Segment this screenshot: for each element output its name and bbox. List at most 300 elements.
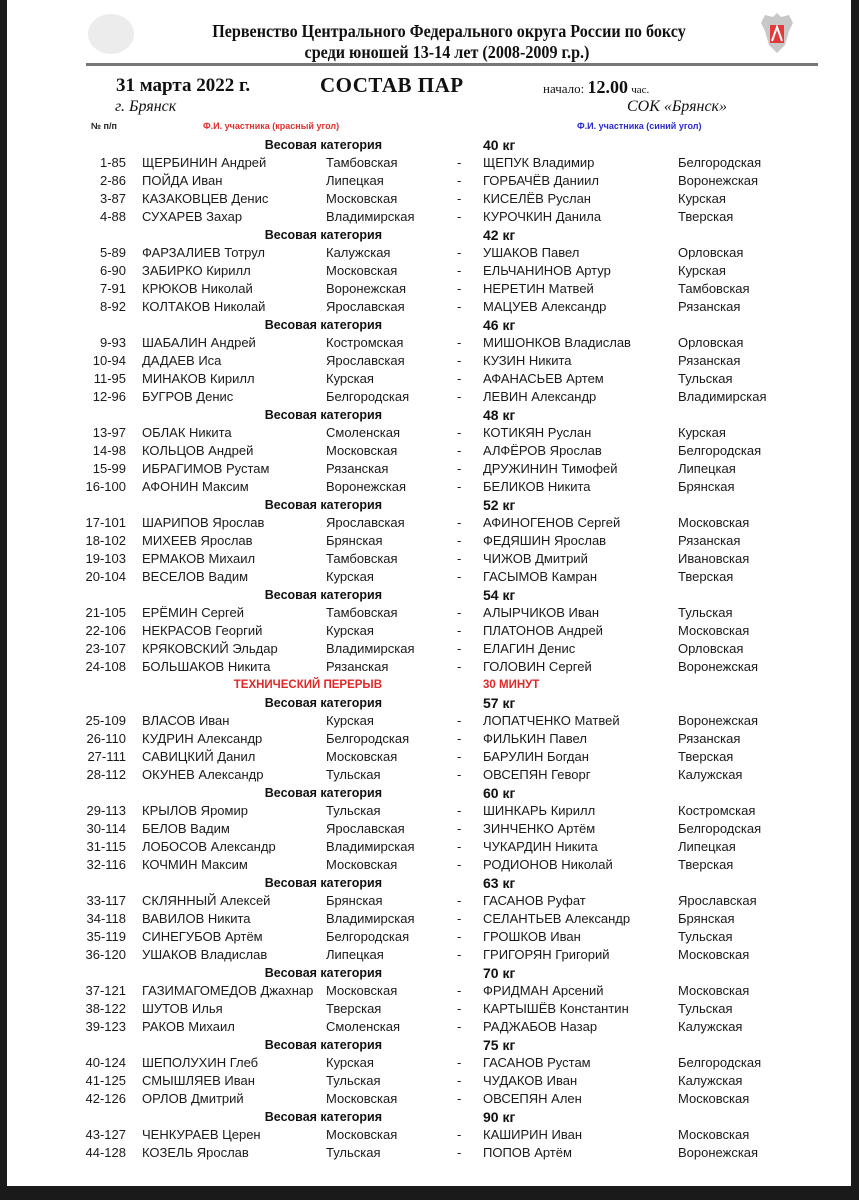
bout-number: 36-120 [85, 947, 126, 962]
versus-separator: - [457, 281, 462, 296]
column-header-number: № п/п [91, 121, 117, 131]
bout-number: 24-108 [85, 659, 126, 674]
bout-number: 18-102 [85, 533, 126, 548]
bout-row [7, 298, 851, 316]
weight-category-label: Весовая категория [264, 786, 382, 800]
bout-row [7, 172, 851, 190]
blue-corner-name: ГРОШКОВ Иван [483, 929, 581, 944]
bout-row [7, 1072, 851, 1090]
blue-corner-name: КАРТЫШЁВ Константин [483, 1001, 629, 1016]
blue-corner-region: Московская [678, 983, 750, 998]
blue-corner-name: ЕЛАГИН Денис [483, 641, 576, 656]
blue-corner-region: Белгородская [678, 821, 762, 836]
bout-row [7, 856, 851, 874]
bout-row [7, 262, 851, 280]
red-corner-name: ЩЕРБИНИН Андрей [142, 155, 267, 170]
blue-corner-region: Рязанская [678, 353, 741, 368]
versus-separator: - [457, 623, 462, 638]
versus-separator: - [457, 209, 462, 224]
red-corner-name: НЕКРАСОВ Георгий [142, 623, 263, 638]
start-time-value: 12.00 [587, 77, 628, 97]
red-corner-name: КОЧМИН Максим [142, 857, 248, 872]
bout-row [7, 280, 851, 298]
bout-number: 31-115 [86, 839, 126, 854]
bout-row [7, 1000, 851, 1018]
versus-separator: - [457, 569, 462, 584]
technical-break-notice [7, 676, 851, 694]
bout-number: 43-127 [85, 1127, 126, 1142]
blue-corner-name: ФЕДЯШИН Ярослав [483, 533, 607, 548]
bout-number: 41-125 [85, 1073, 126, 1088]
bout-row [7, 712, 851, 730]
red-corner-name: АФОНИН Максим [142, 479, 249, 494]
red-corner-region: Рязанская [326, 659, 389, 674]
bout-row [7, 370, 851, 388]
blue-corner-name: КУЗИН Никита [483, 353, 572, 368]
weight-category-heading [7, 964, 851, 982]
weight-category-value: 54 кг [483, 587, 516, 603]
red-corner-name: КОЛЬЦОВ Андрей [142, 443, 254, 458]
red-corner-region: Московская [326, 191, 398, 206]
red-corner-name: ВЕСЕЛОВ Вадим [142, 569, 249, 584]
bout-number: 8-92 [99, 299, 126, 314]
red-corner-region: Липецкая [326, 947, 384, 962]
blue-corner-region: Брянская [678, 911, 735, 926]
red-corner-region: Московская [326, 983, 398, 998]
bout-number: 9-93 [99, 335, 126, 350]
blue-corner-region: Московская [678, 515, 750, 530]
versus-separator: - [457, 839, 462, 854]
blue-corner-name: КУРОЧКИН Данила [483, 209, 602, 224]
blue-corner-name: НЕРЕТИН Матвей [483, 281, 594, 296]
bout-number: 7-91 [99, 281, 126, 296]
red-corner-name: БЕЛОВ Вадим [142, 821, 230, 836]
red-corner-region: Костромская [326, 335, 404, 350]
red-corner-name: КАЗАКОВЦЕВ Денис [142, 191, 269, 206]
versus-separator: - [457, 1001, 462, 1016]
bout-row [7, 910, 851, 928]
blue-corner-name: ГАСАНОВ Руфат [483, 893, 586, 908]
blue-corner-name: КИСЕЛЁВ Руслан [483, 191, 591, 206]
bout-row [7, 982, 851, 1000]
versus-separator: - [457, 821, 462, 836]
versus-separator: - [457, 803, 462, 818]
weight-category-label: Весовая категория [264, 1038, 382, 1052]
bout-number: 40-124 [85, 1055, 126, 1070]
blue-corner-region: Тверская [678, 209, 734, 224]
blue-corner-name: РОДИОНОВ Николай [483, 857, 613, 872]
weight-category-value: 40 кг [483, 137, 516, 153]
red-corner-region: Московская [326, 749, 398, 764]
red-corner-region: Московская [326, 1127, 398, 1142]
start-time-unit: час. [631, 84, 650, 96]
red-corner-region: Тульская [326, 767, 381, 782]
red-corner-region: Брянская [326, 893, 383, 908]
versus-separator: - [457, 245, 462, 260]
red-corner-region: Тульская [326, 1073, 381, 1088]
bout-number: 26-110 [86, 731, 126, 746]
bout-row [7, 946, 851, 964]
blue-corner-region: Московская [678, 1091, 750, 1106]
versus-separator: - [457, 515, 462, 530]
bout-number: 15-99 [92, 461, 126, 476]
red-corner-region: Владимирская [326, 209, 415, 224]
blue-corner-region: Тульская [678, 371, 733, 386]
weight-category-value: 46 кг [483, 317, 516, 333]
red-corner-name: ЕРМАКОВ Михаил [142, 551, 256, 566]
blue-corner-name: КОТИКЯН Руслан [483, 425, 592, 440]
bout-number: 3-87 [99, 191, 126, 206]
championship-title: Первенство Центрального Федерального округа России по боксу [212, 21, 686, 41]
bout-number: 1-85 [99, 155, 126, 170]
bout-row [7, 154, 851, 172]
blue-corner-name: ПЛАТОНОВ Андрей [483, 623, 603, 638]
red-corner-name: ЧЕНКУРАЕВ Церен [142, 1127, 261, 1142]
blue-corner-region: Тульская [678, 1001, 733, 1016]
technical-break-duration: 30 МИНУТ [483, 679, 540, 691]
blue-corner-name: ЛОПАТЧЕНКО Матвей [483, 713, 620, 728]
bout-row [7, 532, 851, 550]
bout-row [7, 1126, 851, 1144]
red-corner-region: Брянская [326, 533, 383, 548]
versus-separator: - [457, 1055, 462, 1070]
blue-corner-name: БЕЛИКОВ Никита [483, 479, 591, 494]
red-corner-region: Ярославская [326, 353, 405, 368]
championship-subtitle: среди юношей 13-14 лет (2008-2009 г.р.) [304, 42, 590, 62]
bout-number: 25-109 [85, 713, 126, 728]
event-city: г. Брянск [115, 98, 177, 115]
bout-number: 21-105 [85, 605, 126, 620]
weight-category-label: Весовая категория [264, 588, 382, 602]
red-corner-name: РАКОВ Михаил [142, 1019, 235, 1034]
red-corner-region: Ярославская [326, 299, 405, 314]
column-header-red-corner: Ф.И. участника (красный угол) [203, 121, 340, 131]
weight-category-heading [7, 874, 851, 892]
bout-row [7, 928, 851, 946]
blue-corner-region: Воронежская [678, 1145, 759, 1160]
bout-number: 32-116 [86, 857, 126, 872]
blue-corner-region: Белгородская [678, 155, 762, 170]
versus-separator: - [457, 335, 462, 350]
red-corner-region: Тульская [326, 1145, 381, 1160]
bout-number: 2-86 [99, 173, 126, 188]
bout-row [7, 766, 851, 784]
red-corner-region: Тамбовская [326, 605, 398, 620]
bout-number: 44-128 [85, 1145, 126, 1160]
versus-separator: - [457, 713, 462, 728]
bout-row [7, 820, 851, 838]
weight-category-value: 57 кг [483, 695, 516, 711]
bout-number: 39-123 [85, 1019, 126, 1034]
red-corner-region: Московская [326, 443, 398, 458]
red-corner-name: СИНЕГУБОВ Артём [142, 929, 263, 944]
red-corner-name: ШАРИПОВ Ярослав [142, 515, 265, 530]
versus-separator: - [457, 425, 462, 440]
red-corner-name: МИХЕЕВ Ярослав [142, 533, 253, 548]
blue-corner-region: Московская [678, 1127, 750, 1142]
bout-row [7, 640, 851, 658]
blue-corner-region: Орловская [678, 335, 744, 350]
blue-corner-region: Тамбовская [678, 281, 750, 296]
bout-number: 22-106 [85, 623, 126, 638]
versus-separator: - [457, 1127, 462, 1142]
blue-corner-region: Московская [678, 623, 750, 638]
bout-row [7, 1144, 851, 1162]
blue-corner-name: АЛЫРЧИКОВ Иван [483, 605, 600, 620]
blue-corner-name: ЕЛЬЧАНИНОВ Артур [483, 263, 611, 278]
blue-corner-name: ЩЕПУК Владимир [483, 155, 595, 170]
blue-corner-region: Орловская [678, 245, 744, 260]
versus-separator: - [457, 479, 462, 494]
red-corner-name: КОЗЕЛЬ Ярослав [142, 1145, 249, 1160]
blue-corner-region: Белгородская [678, 1055, 762, 1070]
red-corner-region: Владимирская [326, 911, 415, 926]
bout-number: 29-113 [86, 803, 126, 818]
weight-category-value: 63 кг [483, 875, 516, 891]
red-corner-name: ОРЛОВ Дмитрий [142, 1091, 244, 1106]
bout-number: 34-118 [86, 911, 126, 926]
blue-corner-region: Тверская [678, 857, 734, 872]
versus-separator: - [457, 389, 462, 404]
red-corner-region: Тверская [326, 1001, 382, 1016]
bout-number: 23-107 [85, 641, 126, 656]
blue-corner-name: БАРУЛИН Богдан [483, 749, 589, 764]
red-corner-name: МИНАКОВ Кирилл [142, 371, 255, 386]
blue-corner-name: МИШОНКОВ Владислав [483, 335, 631, 350]
bout-row [7, 1054, 851, 1072]
blue-corner-region: Липецкая [678, 839, 736, 854]
red-corner-name: ГАЗИМАГОМЕДОВ Джахнар [142, 983, 314, 998]
bout-row [7, 748, 851, 766]
weight-category-label: Весовая категория [264, 138, 382, 152]
red-corner-region: Курская [326, 623, 374, 638]
bout-number: 35-119 [86, 929, 126, 944]
bout-row [7, 208, 851, 226]
bout-number: 11-95 [93, 371, 126, 386]
blue-corner-region: Костромская [678, 803, 756, 818]
blue-corner-name: УШАКОВ Павел [483, 245, 580, 260]
versus-separator: - [457, 947, 462, 962]
red-corner-region: Ярославская [326, 515, 405, 530]
red-corner-region: Белгородская [326, 389, 410, 404]
bout-number: 38-122 [85, 1001, 126, 1016]
blue-corner-name: ФРИДМАН Арсений [483, 983, 604, 998]
red-corner-name: СМЫШЛЯЕВ Иван [142, 1073, 255, 1088]
bout-row [7, 730, 851, 748]
blue-corner-name: АЛФЁРОВ Ярослав [483, 443, 602, 458]
versus-separator: - [457, 461, 462, 476]
red-corner-region: Курская [326, 713, 374, 728]
red-corner-name: ЛОБОСОВ Александр [142, 839, 276, 854]
red-corner-region: Воронежская [326, 281, 407, 296]
bout-row [7, 838, 851, 856]
blue-corner-region: Владимирская [678, 389, 767, 404]
weight-category-heading [7, 586, 851, 604]
blue-corner-name: ДРУЖИНИН Тимофей [483, 461, 618, 476]
blue-corner-region: Курская [678, 263, 726, 278]
red-corner-region: Тульская [326, 803, 381, 818]
document-page [7, 0, 851, 1186]
weight-category-label: Весовая категория [264, 408, 382, 422]
versus-separator: - [457, 299, 462, 314]
red-corner-name: КРЯКОВСКИЙ Эльдар [142, 641, 278, 656]
blue-corner-name: ГАСЫМОВ Камран [483, 569, 598, 584]
weight-category-heading [7, 496, 851, 514]
red-corner-region: Московская [326, 263, 398, 278]
bout-number: 20-104 [85, 569, 126, 584]
weight-category-value: 70 кг [483, 965, 516, 981]
blue-corner-name: РАДЖАБОВ Назар [483, 1019, 598, 1034]
bout-row [7, 352, 851, 370]
blue-corner-name: ЧИЖОВ Дмитрий [483, 551, 588, 566]
bout-number: 4-88 [99, 209, 126, 224]
bout-number: 16-100 [85, 479, 126, 494]
bout-row [7, 460, 851, 478]
bout-row [7, 1090, 851, 1108]
column-header-blue-corner: Ф.И. участника (синий угол) [577, 121, 702, 131]
red-corner-name: КРЫЛОВ Яромир [142, 803, 248, 818]
blue-corner-region: Тульская [678, 605, 733, 620]
blue-corner-name: ЛЕВИН Александр [483, 389, 597, 404]
bout-number: 17-101 [85, 515, 126, 530]
red-corner-name: КРЮКОВ Николай [142, 281, 253, 296]
versus-separator: - [457, 155, 462, 170]
versus-separator: - [457, 443, 462, 458]
bout-row [7, 568, 851, 586]
versus-separator: - [457, 1019, 462, 1034]
versus-separator: - [457, 263, 462, 278]
bout-row [7, 514, 851, 532]
blue-corner-region: Рязанская [678, 731, 741, 746]
red-corner-region: Ярославская [326, 821, 405, 836]
red-corner-region: Московская [326, 857, 398, 872]
red-corner-name: ДАДАЕВ Иса [142, 353, 222, 368]
blue-corner-name: ФИЛЬКИН Павел [483, 731, 587, 746]
versus-separator: - [457, 911, 462, 926]
versus-separator: - [457, 1073, 462, 1088]
versus-separator: - [457, 191, 462, 206]
red-corner-name: СКЛЯННЫЙ Алексей [142, 893, 271, 908]
blue-corner-region: Курская [678, 191, 726, 206]
weight-category-label: Весовая категория [264, 696, 382, 710]
bout-row [7, 334, 851, 352]
bout-number: 14-98 [92, 443, 126, 458]
red-corner-name: УШАКОВ Владислав [142, 947, 268, 962]
red-corner-region: Владимирская [326, 641, 415, 656]
versus-separator: - [457, 659, 462, 674]
weight-category-label: Весовая категория [264, 876, 382, 890]
bout-row [7, 244, 851, 262]
weight-category-value: 75 кг [483, 1037, 516, 1053]
weight-category-value: 48 кг [483, 407, 516, 423]
document-title: СОСТАВ ПАР [320, 73, 464, 97]
versus-separator: - [457, 533, 462, 548]
bouts-list [7, 136, 851, 1162]
red-corner-region: Липецкая [326, 173, 384, 188]
versus-separator: - [457, 767, 462, 782]
weight-category-heading [7, 1108, 851, 1126]
red-corner-name: КОЛТАКОВ Николай [142, 299, 266, 314]
bout-row [7, 658, 851, 676]
red-corner-region: Тамбовская [326, 551, 398, 566]
versus-separator: - [457, 749, 462, 764]
bout-number: 5-89 [99, 245, 126, 260]
red-corner-region: Белгородская [326, 929, 410, 944]
blue-corner-region: Курская [678, 425, 726, 440]
weight-category-label: Весовая категория [264, 498, 382, 512]
versus-separator: - [457, 605, 462, 620]
blue-corner-region: Липецкая [678, 461, 736, 476]
bout-row [7, 442, 851, 460]
bout-row [7, 622, 851, 640]
red-corner-name: САВИЦКИЙ Данил [142, 749, 256, 764]
blue-corner-name: ШИНКАРЬ Кирилл [483, 803, 596, 818]
bout-row [7, 802, 851, 820]
red-corner-region: Курская [326, 1055, 374, 1070]
weight-category-label: Весовая категория [264, 318, 382, 332]
weight-category-heading [7, 316, 851, 334]
red-corner-name: БУГРОВ Денис [142, 389, 234, 404]
technical-break-label: ТЕХНИЧЕСКИЙ ПЕРЕРЫВ [233, 679, 382, 691]
red-corner-name: ВАВИЛОВ Никита [142, 911, 251, 926]
versus-separator: - [457, 983, 462, 998]
blue-corner-name: ГАСАНОВ Рустам [483, 1055, 591, 1070]
red-corner-name: ОБЛАК Никита [142, 425, 232, 440]
blue-corner-name: МАЦУЕВ Александр [483, 299, 607, 314]
red-corner-region: Рязанская [326, 461, 389, 476]
blue-corner-name: ЧУКАРДИН Никита [483, 839, 598, 854]
bout-row [7, 550, 851, 568]
blue-corner-name: КАШИРИН Иван [483, 1127, 583, 1142]
red-corner-name: ИБРАГИМОВ Рустам [142, 461, 270, 476]
blue-corner-region: Брянская [678, 479, 735, 494]
weight-category-heading [7, 226, 851, 244]
red-corner-name: ОКУНЕВ Александр [142, 767, 264, 782]
bout-number: 33-117 [86, 893, 126, 908]
weight-category-value: 90 кг [483, 1109, 516, 1125]
blue-corner-region: Московская [678, 947, 750, 962]
blue-corner-name: ОВСЕПЯН Ален [483, 1091, 582, 1106]
blue-corner-region: Воронежская [678, 659, 759, 674]
blue-corner-region: Воронежская [678, 173, 759, 188]
blue-corner-name: ЗИНЧЕНКО Артём [483, 821, 596, 836]
red-corner-region: Калужская [326, 245, 391, 260]
bout-row [7, 388, 851, 406]
blue-corner-name: АФИНОГЕНОВ Сергей [483, 515, 621, 530]
bout-number: 42-126 [85, 1091, 126, 1106]
red-corner-name: ЗАБИРКО Кирилл [142, 263, 251, 278]
red-corner-name: ЕРЁМИН Сергей [142, 605, 244, 620]
bout-number: 10-94 [92, 353, 126, 368]
weight-category-heading [7, 1036, 851, 1054]
weight-category-heading [7, 406, 851, 424]
blue-corner-region: Ивановская [678, 551, 750, 566]
blue-corner-region: Калужская [678, 767, 743, 782]
weight-category-heading [7, 784, 851, 802]
versus-separator: - [457, 731, 462, 746]
bout-number: 13-97 [92, 425, 126, 440]
blue-corner-region: Калужская [678, 1019, 743, 1034]
event-date: 31 марта 2022 г. [116, 75, 251, 96]
versus-separator: - [457, 1091, 462, 1106]
red-corner-name: ШАБАЛИН Андрей [142, 335, 256, 350]
red-corner-region: Курская [326, 371, 374, 386]
header-divider [86, 63, 818, 66]
red-corner-region: Воронежская [326, 479, 407, 494]
blue-corner-name: СЕЛАНТЬЕВ Александр [483, 911, 631, 926]
bout-row [7, 478, 851, 496]
versus-separator: - [457, 353, 462, 368]
